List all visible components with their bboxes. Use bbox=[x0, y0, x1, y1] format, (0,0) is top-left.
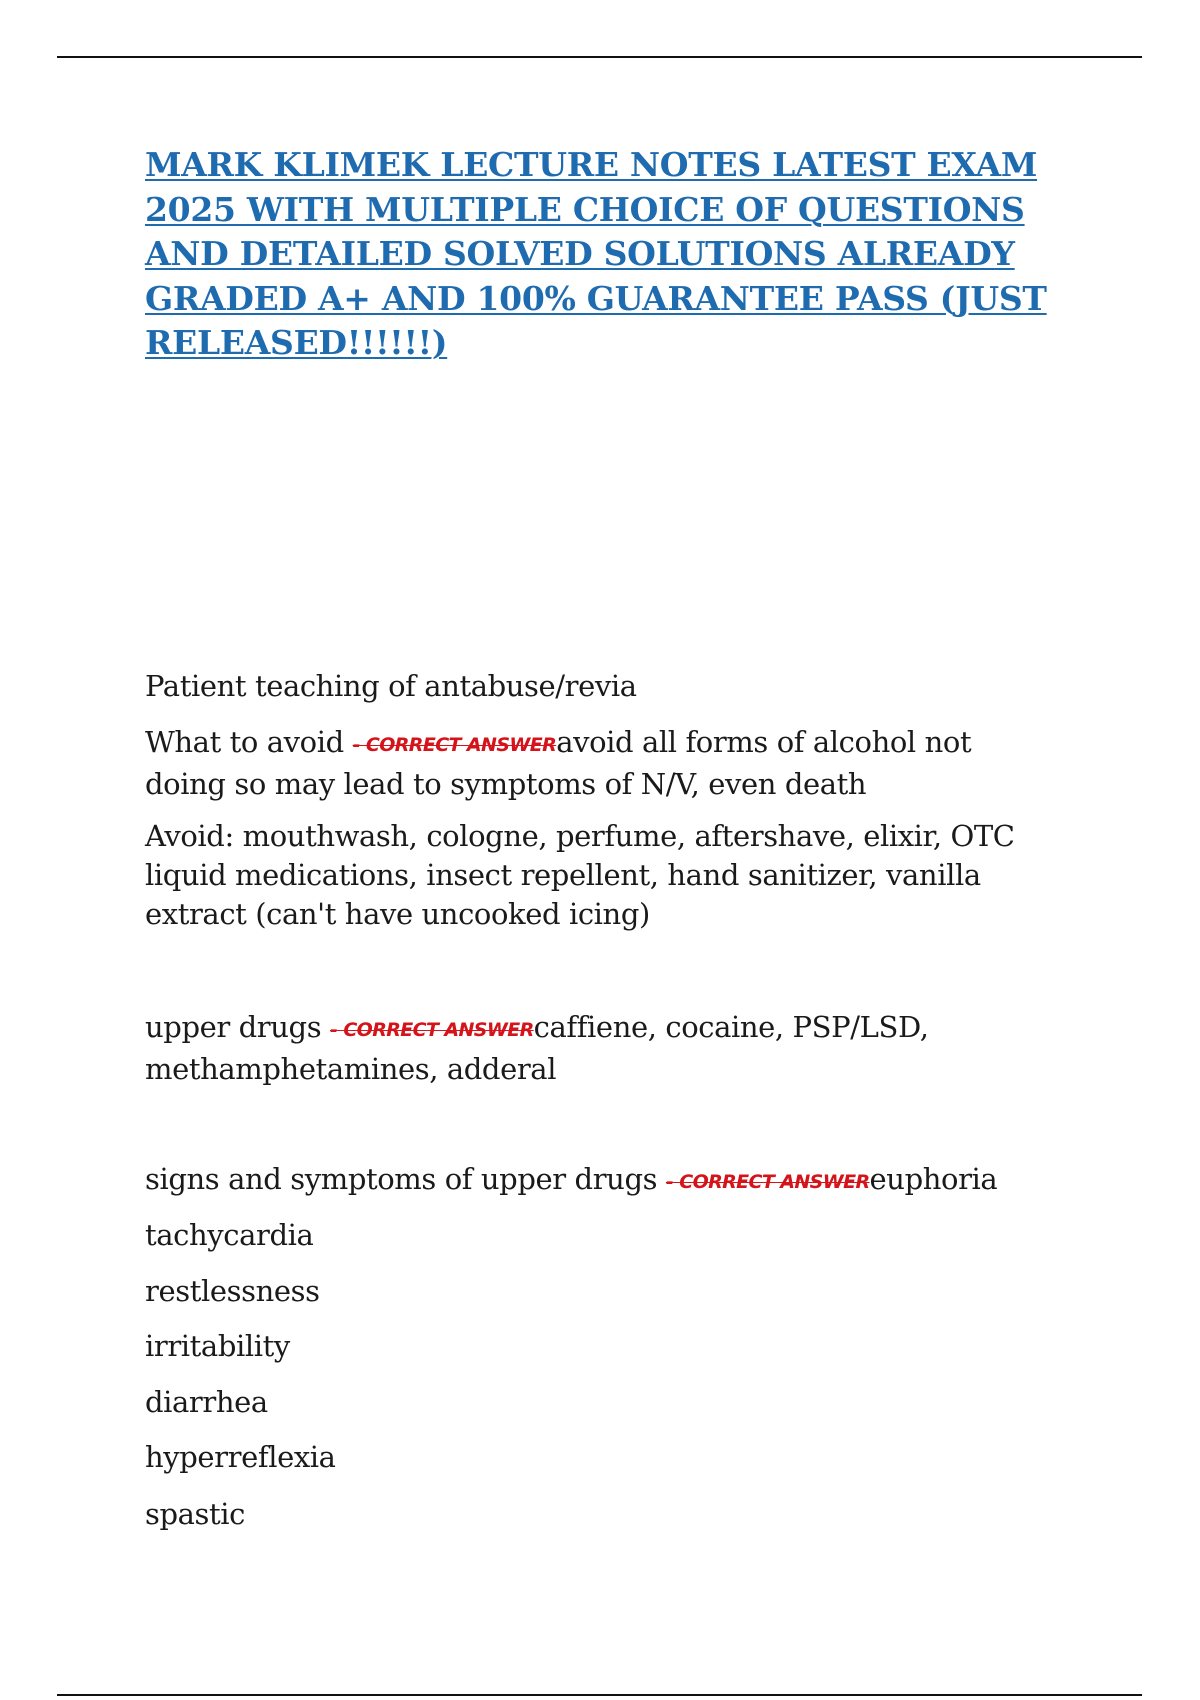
symptom-item: diarrhea bbox=[145, 1385, 268, 1419]
top-rule bbox=[57, 56, 1142, 58]
answer-text: euphoria bbox=[869, 1162, 998, 1196]
symptom-item: hyperreflexia bbox=[145, 1440, 336, 1474]
question-text: signs and symptoms of upper drugs bbox=[145, 1162, 666, 1196]
symptom-item: tachycardia bbox=[145, 1218, 314, 1252]
avoid-list-text: Avoid: mouthwash, cologne, perfume, aftershave, elixir, OTC liquid medications, insect repellent, hand sanitizer, vanilla extract (can't have uncooked icing) bbox=[145, 819, 1015, 931]
qa-upper-drugs bbox=[145, 1008, 1045, 1089]
question-text: upper drugs bbox=[145, 1010, 331, 1044]
correct-answer-marker: - CORRECT ANSWER bbox=[352, 734, 557, 756]
qa-what-to-avoid bbox=[145, 723, 1045, 804]
symptom-item: irritability bbox=[145, 1329, 290, 1363]
symptom-item: spastic bbox=[145, 1497, 245, 1531]
symptom-item: restlessness bbox=[145, 1274, 320, 1308]
correct-answer-marker: - CORRECT ANSWER bbox=[665, 1171, 870, 1193]
avoid-list bbox=[145, 817, 1045, 934]
answer-text: avoid all forms of alcohol not doing so may lead to symptoms of N/V, even death bbox=[145, 725, 972, 801]
bottom-rule bbox=[57, 1694, 1142, 1696]
qa-signs-symptoms bbox=[145, 1160, 1045, 1202]
intro-line bbox=[145, 667, 1045, 706]
question-text: What to avoid bbox=[145, 725, 353, 759]
document-title[interactable]: MARK KLIMEK LECTURE NOTES LATEST EXAM 2025 WITH MULTIPLE CHOICE OF QUESTIONS AND DETAILED SOLVED SOLUTIONS ALREADY GRADED A+ AND 100% GUARANTEE PASS (JUST RELEASED!!!!!!) bbox=[145, 145, 1047, 362]
answer-text: caffiene, cocaine, PSP/LSD, methamphetamines, adderal bbox=[145, 1010, 929, 1086]
correct-answer-marker: - CORRECT ANSWER bbox=[330, 1019, 534, 1041]
intro-text: Patient teaching of antabuse/revia bbox=[145, 669, 637, 703]
